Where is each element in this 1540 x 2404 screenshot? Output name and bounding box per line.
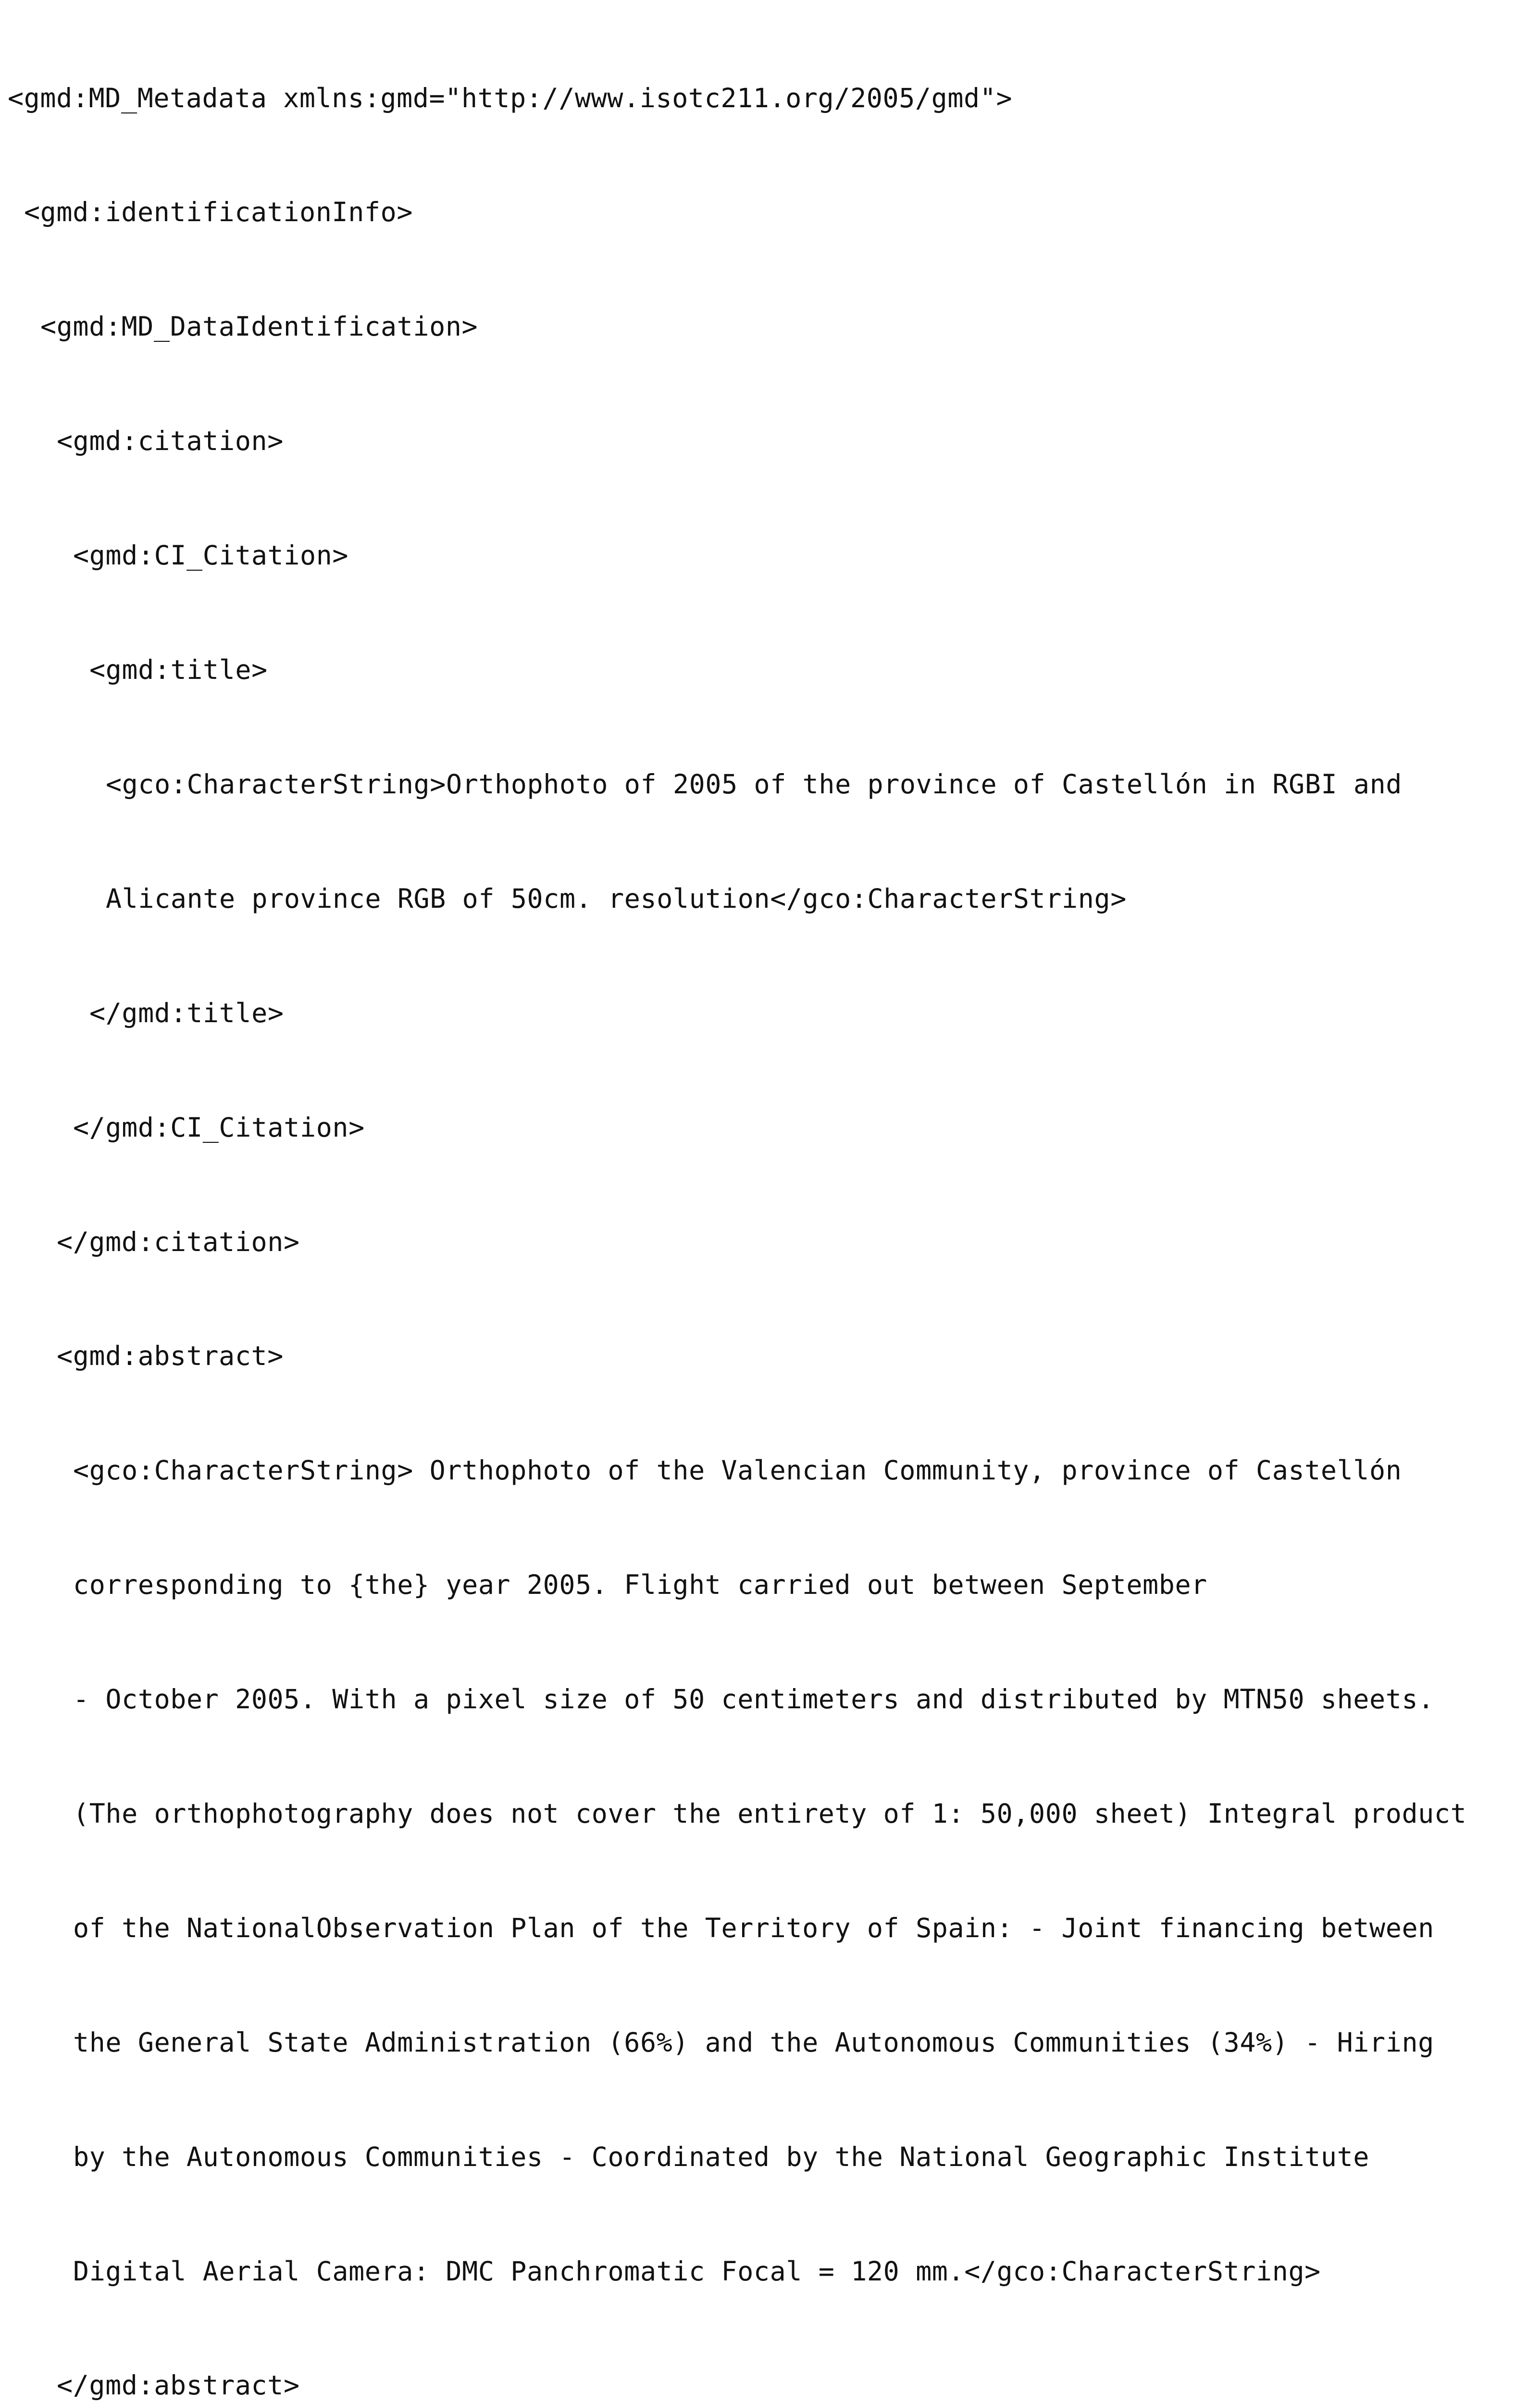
code-line-identification-info-open: <gmd:identificationInfo> [24, 197, 413, 228]
code-line-md-metadata-open: <gmd:MD_Metadata xmlns:gmd="http://www.isotc211.org/2005/gmd"> [8, 82, 1013, 113]
code-line-md-data-identification-open: <gmd:MD_DataIdentification> [40, 311, 478, 342]
code-line-title-open: <gmd:title> [89, 654, 268, 686]
code-line-abstract-text-4: (The orthophotography does not cover the entirety of 1: 50,000 sheet) Integral product [73, 1798, 1467, 1829]
code-line-abstract-text-6: the General State Administration (66%) and the Autonomous Communities (34%) - Hiring [73, 2027, 1434, 2058]
code-line-ci-citation-open: <gmd:CI_Citation> [73, 540, 349, 571]
code-line-title-close: </gmd:title> [89, 997, 284, 1028]
code-line-abstract-text-5: of the NationalObservation Plan of the Territory of Spain: - Joint financing between [73, 1912, 1434, 1943]
code-line-abstract-text-2: corresponding to {the} year 2005. Flight carried out between September [73, 1569, 1207, 1601]
code-line-abstract-close: </gmd:abstract> [57, 2370, 300, 2401]
code-line-title-text-2: Alicante province RGB of 50cm. resolution</gco:CharacterString> [106, 883, 1127, 914]
code-line-abstract-text-8: Digital Aerial Camera: DMC Panchromatic Focal = 120 mm.</gco:CharacterString> [73, 2255, 1321, 2287]
code-line-citation-open: <gmd:citation> [57, 426, 284, 457]
code-line-citation-close: </gmd:citation> [57, 1226, 300, 1257]
code-line-abstract-text-1: <gco:CharacterString> Orthophoto of the Valencian Community, province of Castellón [73, 1455, 1402, 1486]
code-line-abstract-open: <gmd:abstract> [57, 1340, 284, 1372]
code-line-abstract-text-3: - October 2005. With a pixel size of 50 centimeters and distributed by MTN50 sheets. [73, 1684, 1434, 1715]
code-line-title-text-1: <gco:CharacterString>Orthophoto of 2005 of the province of Castellón in RGBI and [106, 768, 1403, 800]
code-line-abstract-text-7: by the Autonomous Communities - Coordinated by the National Geographic Institute [73, 2141, 1370, 2172]
xml-code-listing [8, 3, 1466, 2404]
code-line-ci-citation-close: </gmd:CI_Citation> [73, 1112, 365, 1143]
